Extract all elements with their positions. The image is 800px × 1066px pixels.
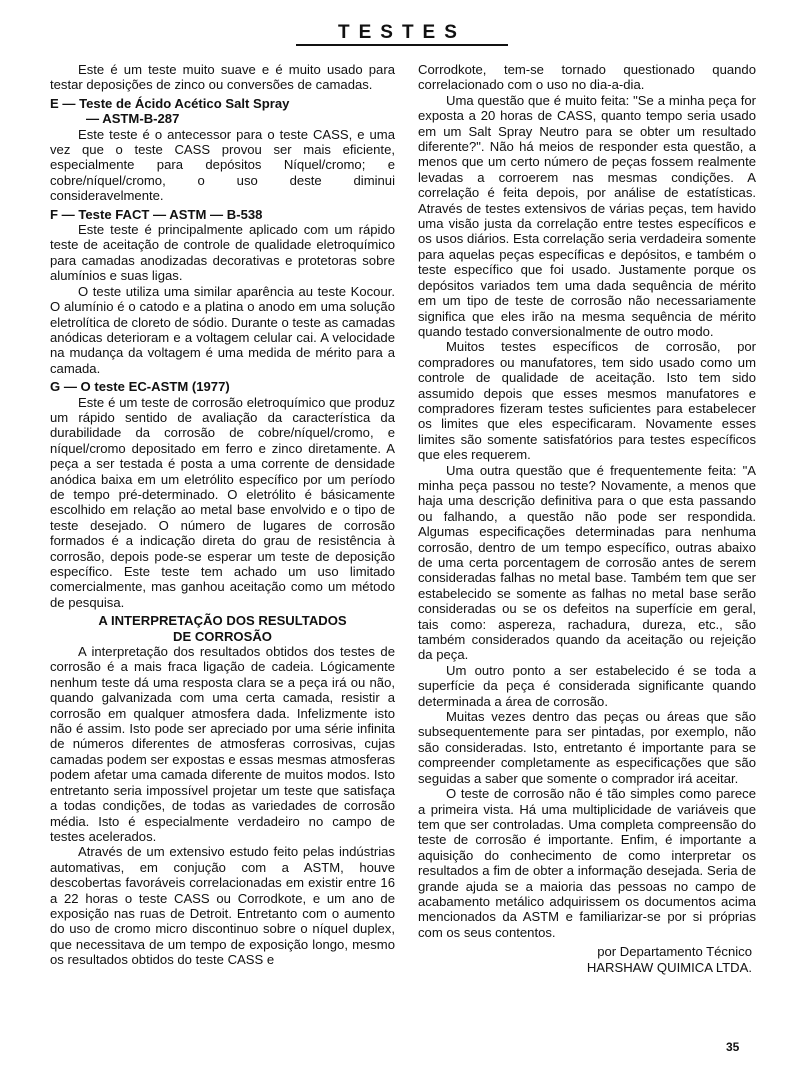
paragraph: Este é um teste muito suave e é muito usado para testar deposições de zinco ou conversões de camadas. bbox=[50, 62, 395, 93]
paragraph: Muitas vezes dentro das peças ou áreas que são subsequentemente para ser pintadas, por exemplo, não são consideradas. Isto, entretanto é importante para se compreender completamente as especificações que são seguidas a saber que somente o comprador irá aceitar. bbox=[418, 709, 756, 786]
paragraph: O teste de corrosão não é tão simples como parece a primeira vista. Há uma multiplicidade de variáveis que tem que ser controladas. Uma completa compreensão do teste de corrosão é importante. Enfim, é importante a aquisição do conhecimento de como interpretar os resultados a fim de obter a informação desejada. Seria de grande ajuda se a maioria das pessoas no campo de acabamento metálico adquirissem os documentos acima mencionados da ASTM e familiarizar-se por si próprias com os seus contentos. bbox=[418, 786, 756, 940]
right-column bbox=[418, 62, 756, 975]
paragraph: Este é um teste de corrosão eletroquímico que produz um rápido sentido de avaliação da característica da durabilidade da corrosão de cobre/níquel/cromo, e níquel/cromo depositado em ferro e zinco diretamente. A peça a ser testada é posta a uma corrente de densidade anódica baixa em um eletrólito específico por um período de tempo pré-determinado. O eletrólito é básicamente escolhido em relação ao metal base envolvido e o tipo de teste desejado. O número de lugares de corrosão formados é a indicação direta do grau de resistência à corrosão, depois pode-se esperar um teste de deposição específico. Este teste tem achado um uso limitado comercialmente, mas ganhou aceitação como um método de pesquisa. bbox=[50, 394, 395, 610]
section-heading-e: E — Teste de Ácido Acético Salt Spray bbox=[50, 95, 290, 111]
paragraph: Uma outra questão que é frequentemente feita: "A minha peça passou no teste? Novamente, a menos que haja uma descrição definitiva para o que esta passando ou falhando, a questão não pode ser respondida. Algumas especificações determinadas para nenhuma corrosão, dentro de um tempo específico, outras abaixo de uma certa porcentagem de corrosão antes de serem consideradas falhas no metal base. Também tem que ser estabelecido se somente as falhas no metal base serão consideradas ou se os defeitos na superfície em geral, tais como: aspereza, rachadura, dureza, etc., são também considerados quando da aceitação ou rejeição da peça. bbox=[418, 462, 756, 663]
page-header-title: TESTES bbox=[338, 22, 466, 43]
paragraph: Uma questão que é muito feita: "Se a minha peça for exposta a 20 horas de CASS, quanto tempo seria usado em um Salt Spray Neutro para se obter um resultado diferente?". Não há meios de responder esta questão, a menos que um certo número de peças fossem realmente levadas a corroerem nas mesmas condições. A correlação é feita depois, por análise de estatísticas. Através de testes extensivos de várias peças, tem havido uma visão justa da correlação entre testes específicos e os usos diários. Esta correlação seria verdadeira somente para aquelas peças específicas e depósitos, e também o teste específico que foi usado. Justamente porque os depósitos variados tem uma dada sequência de mérito em um tipo de teste de corrosão não necessariamente significa que eles irão na mesma sequência de mérito quando testado conversionalmente de outro modo. bbox=[418, 92, 756, 339]
header-rule bbox=[296, 44, 508, 46]
paragraph: Este teste é o antecessor para o teste CASS, e uma vez que o teste CASS provou ser mais eficiente, especialmente para depósitos Níquel/cromo; e cobre/níquel/cromo, o uso deste diminui consideravelmente. bbox=[50, 126, 395, 204]
left-column bbox=[50, 62, 395, 968]
paragraph: A interpretação dos resultados obtidos dos testes de corrosão é a mais fraca ligação de cadeia. Lógicamente nenhum teste dá uma resposta clara se a peça irá ou não, quando galvanizada com uma certa camada, resistir a corrosão em qualquer atmosfera dada. Infelizmente isto não é assim. Isto pode ser apreciado por uma série infinita de números diferentes de atmosferas corrosivas, cujas camadas podem ser expostas e essas mesmas atmosferas podem afetar uma camada diferente de muitos modos. Isto entretanto seria impossível projetar um teste que satisfaça a todas condições, de todas as variedades de corrosão média. Isto é especialmente verdadeiro no campo de testes acelerados. bbox=[50, 644, 395, 844]
section-title-line-1: A INTERPRETAÇÃO DOS RESULTADOS bbox=[98, 613, 347, 629]
paragraph: Corrodkote, tem-se tornado questionado quando correlacionado com o uso no dia-a-dia. bbox=[418, 62, 756, 93]
signature-department: por Departamento Técnico bbox=[597, 944, 752, 960]
page-number: 35 bbox=[726, 1040, 740, 1054]
paragraph: Através de um extensivo estudo feito pelas indústrias automativas, em conjução com a ASTM, houve descobertas favoráveis correlacionadas em existir entre 16 a 22 horas o teste CASS ou Corrodkote, e um ano de exposição nas ruas de Detroit. Entretanto com o aumento do uso de cromo micro discontinuo sobre o níquel duplex, que necessitava de um tempo de exposição longo, mesmo os resultados obtidos do teste CASS e bbox=[50, 844, 395, 968]
paragraph: Este teste é principalmente aplicado com um rápido teste de aceitação de controle de qualidade eletroquímico para camadas anodizadas decorativas e protetoras sobre alumínios e suas ligas. bbox=[50, 222, 395, 284]
paragraph: Muitos testes específicos de corrosão, por compradores ou manufatores, tem sido usado como um controle de qualidade de aceitação. Isto tem sido assumido depois que esses mesmos manufatores e compradores fizeram testes suficientes para estabelecer os limites que eles especificaram. Novamente esses limites são somente satisfatórios para testes específicos que eles requerem. bbox=[418, 339, 756, 463]
paragraph: Um outro ponto a ser estabelecido é se toda a superfície da peça é considerada significante quando determinada a área de corrosão. bbox=[418, 662, 756, 709]
section-heading-e-sub: — ASTM-B-287 bbox=[86, 111, 180, 127]
section-title-line-2: DE CORROSÃO bbox=[173, 628, 272, 644]
paragraph: O teste utiliza uma similar aparência au teste Kocour. O alumínio é o catodo e a platina o anodo em uma solução eletrolítica de cloreto de sódio. Durante o teste as camadas anódicas deterioram e a voltagem celular cai. A velocidade na mudança da voltagem é uma medida de mérito para a camada. bbox=[50, 283, 395, 376]
signature-company: HARSHAW QUIMICA LTDA. bbox=[586, 959, 752, 975]
section-heading-f: F — Teste FACT — ASTM — B-538 bbox=[50, 206, 263, 222]
section-heading-g: G — O teste EC-ASTM (1977) bbox=[50, 379, 230, 395]
